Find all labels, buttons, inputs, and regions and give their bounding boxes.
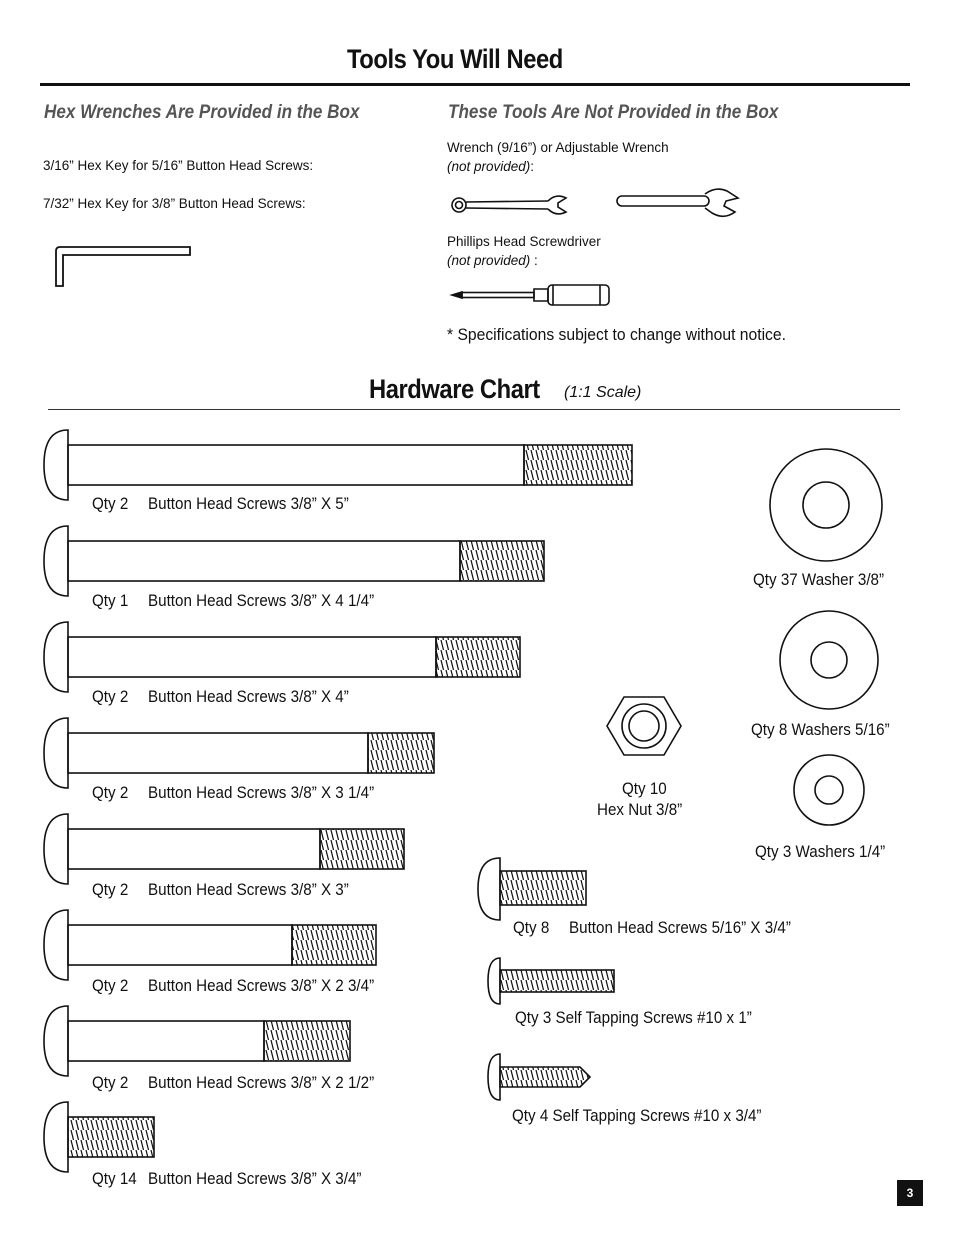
screw-5-16-x-3-4 [478, 858, 586, 920]
spec-note: * Specifications subject to change without notice. [447, 326, 786, 344]
screw-3-8-x-4-1-4 [44, 526, 544, 596]
screw-desc: Button Head Screws 3/8” X 4 1/4” [148, 592, 375, 610]
combination-wrench-icon [452, 196, 566, 214]
screw-desc: Button Head Screws 3/8” X 2 3/4” [148, 977, 375, 995]
washer-1-4-icon [794, 755, 864, 825]
hex-nut-icon [607, 697, 681, 755]
screw-desc: Button Head Screws 3/8” X 2 1/2” [148, 1074, 375, 1092]
washer-5-16-label: Qty 8 Washers 5/16” [751, 721, 890, 739]
page-number: 3 [897, 1180, 923, 1206]
screw-qty: Qty 2 [92, 495, 129, 513]
hex-nut-qty: Qty 10 [622, 780, 667, 798]
screw-3-8-x-3-4 [44, 1102, 154, 1172]
screwdriver-label: Phillips Head Screwdriver [447, 234, 601, 249]
wrench-note: (not provided): [447, 159, 535, 174]
adjustable-wrench-icon [617, 189, 738, 216]
screw-3-8-x-4 [44, 622, 520, 692]
screw-3-8-x-2-3-4 [44, 910, 376, 980]
washer-3-8-icon [770, 449, 882, 561]
small-bolt-desc: Button Head Screws 5/16” X 3/4” [569, 919, 791, 937]
screw-3-8-x-5 [44, 430, 632, 500]
hex-key-icon [56, 247, 190, 286]
provided-heading: Hex Wrenches Are Provided in the Box [44, 102, 360, 123]
screw-qty: Qty 2 [92, 784, 129, 802]
hardware-scale: (1:1 Scale) [564, 384, 642, 401]
screw-3-8-x-3-1-4 [44, 718, 434, 788]
screw-desc: Button Head Screws 3/8” X 3” [148, 881, 349, 899]
washer-5-16-icon [780, 611, 878, 709]
self-tapping-1-label: Qty 3 Self Tapping Screws #10 x 1” [515, 1009, 752, 1027]
self-tapping-screw-1-icon [488, 958, 614, 1004]
screw-desc: Button Head Screws 3/8” X 4” [148, 688, 349, 706]
screw-desc: Button Head Screws 3/8” X 3 1/4” [148, 784, 375, 802]
screw-qty: Qty 2 [92, 688, 129, 706]
self-tapping-3-4-label: Qty 4 Self Tapping Screws #10 x 3/4” [512, 1107, 762, 1125]
screw-qty: Qty 2 [92, 881, 129, 899]
hex-key-label-1: 3/16” Hex Key for 5/16” Button Head Screws: [43, 158, 314, 173]
tools-title: Tools You Will Need [347, 44, 563, 74]
screwdriver-note: (not provided) : [447, 253, 538, 268]
screw-qty: Qty 2 [92, 1074, 129, 1092]
small-bolt-qty: Qty 8 [513, 919, 550, 937]
screw-qty: Qty 1 [92, 592, 129, 610]
screw-desc: Button Head Screws 3/8” X 5” [148, 495, 349, 513]
not-provided-heading: These Tools Are Not Provided in the Box [448, 102, 779, 123]
hardware-title: Hardware Chart [369, 374, 540, 404]
washer-3-8-label: Qty 37 Washer 3/8” [753, 571, 885, 589]
screw-qty: Qty 14 [92, 1170, 137, 1188]
hex-nut-desc: Hex Nut 3/8” [597, 801, 683, 819]
washer-1-4-label: Qty 3 Washers 1/4” [755, 843, 886, 861]
self-tapping-screw-3-4-icon [488, 1054, 590, 1100]
screw-3-8-x-2-1-2 [44, 1006, 350, 1076]
screwdriver-icon [452, 285, 609, 305]
hex-key-label-2: 7/32” Hex Key for 3/8” Button Head Screws: [43, 196, 306, 211]
screw-desc: Button Head Screws 3/8” X 3/4” [148, 1170, 362, 1188]
wrench-label: Wrench (9/16”) or Adjustable Wrench [447, 140, 669, 155]
screw-3-8-x-3 [44, 814, 404, 884]
screw-qty: Qty 2 [92, 977, 129, 995]
